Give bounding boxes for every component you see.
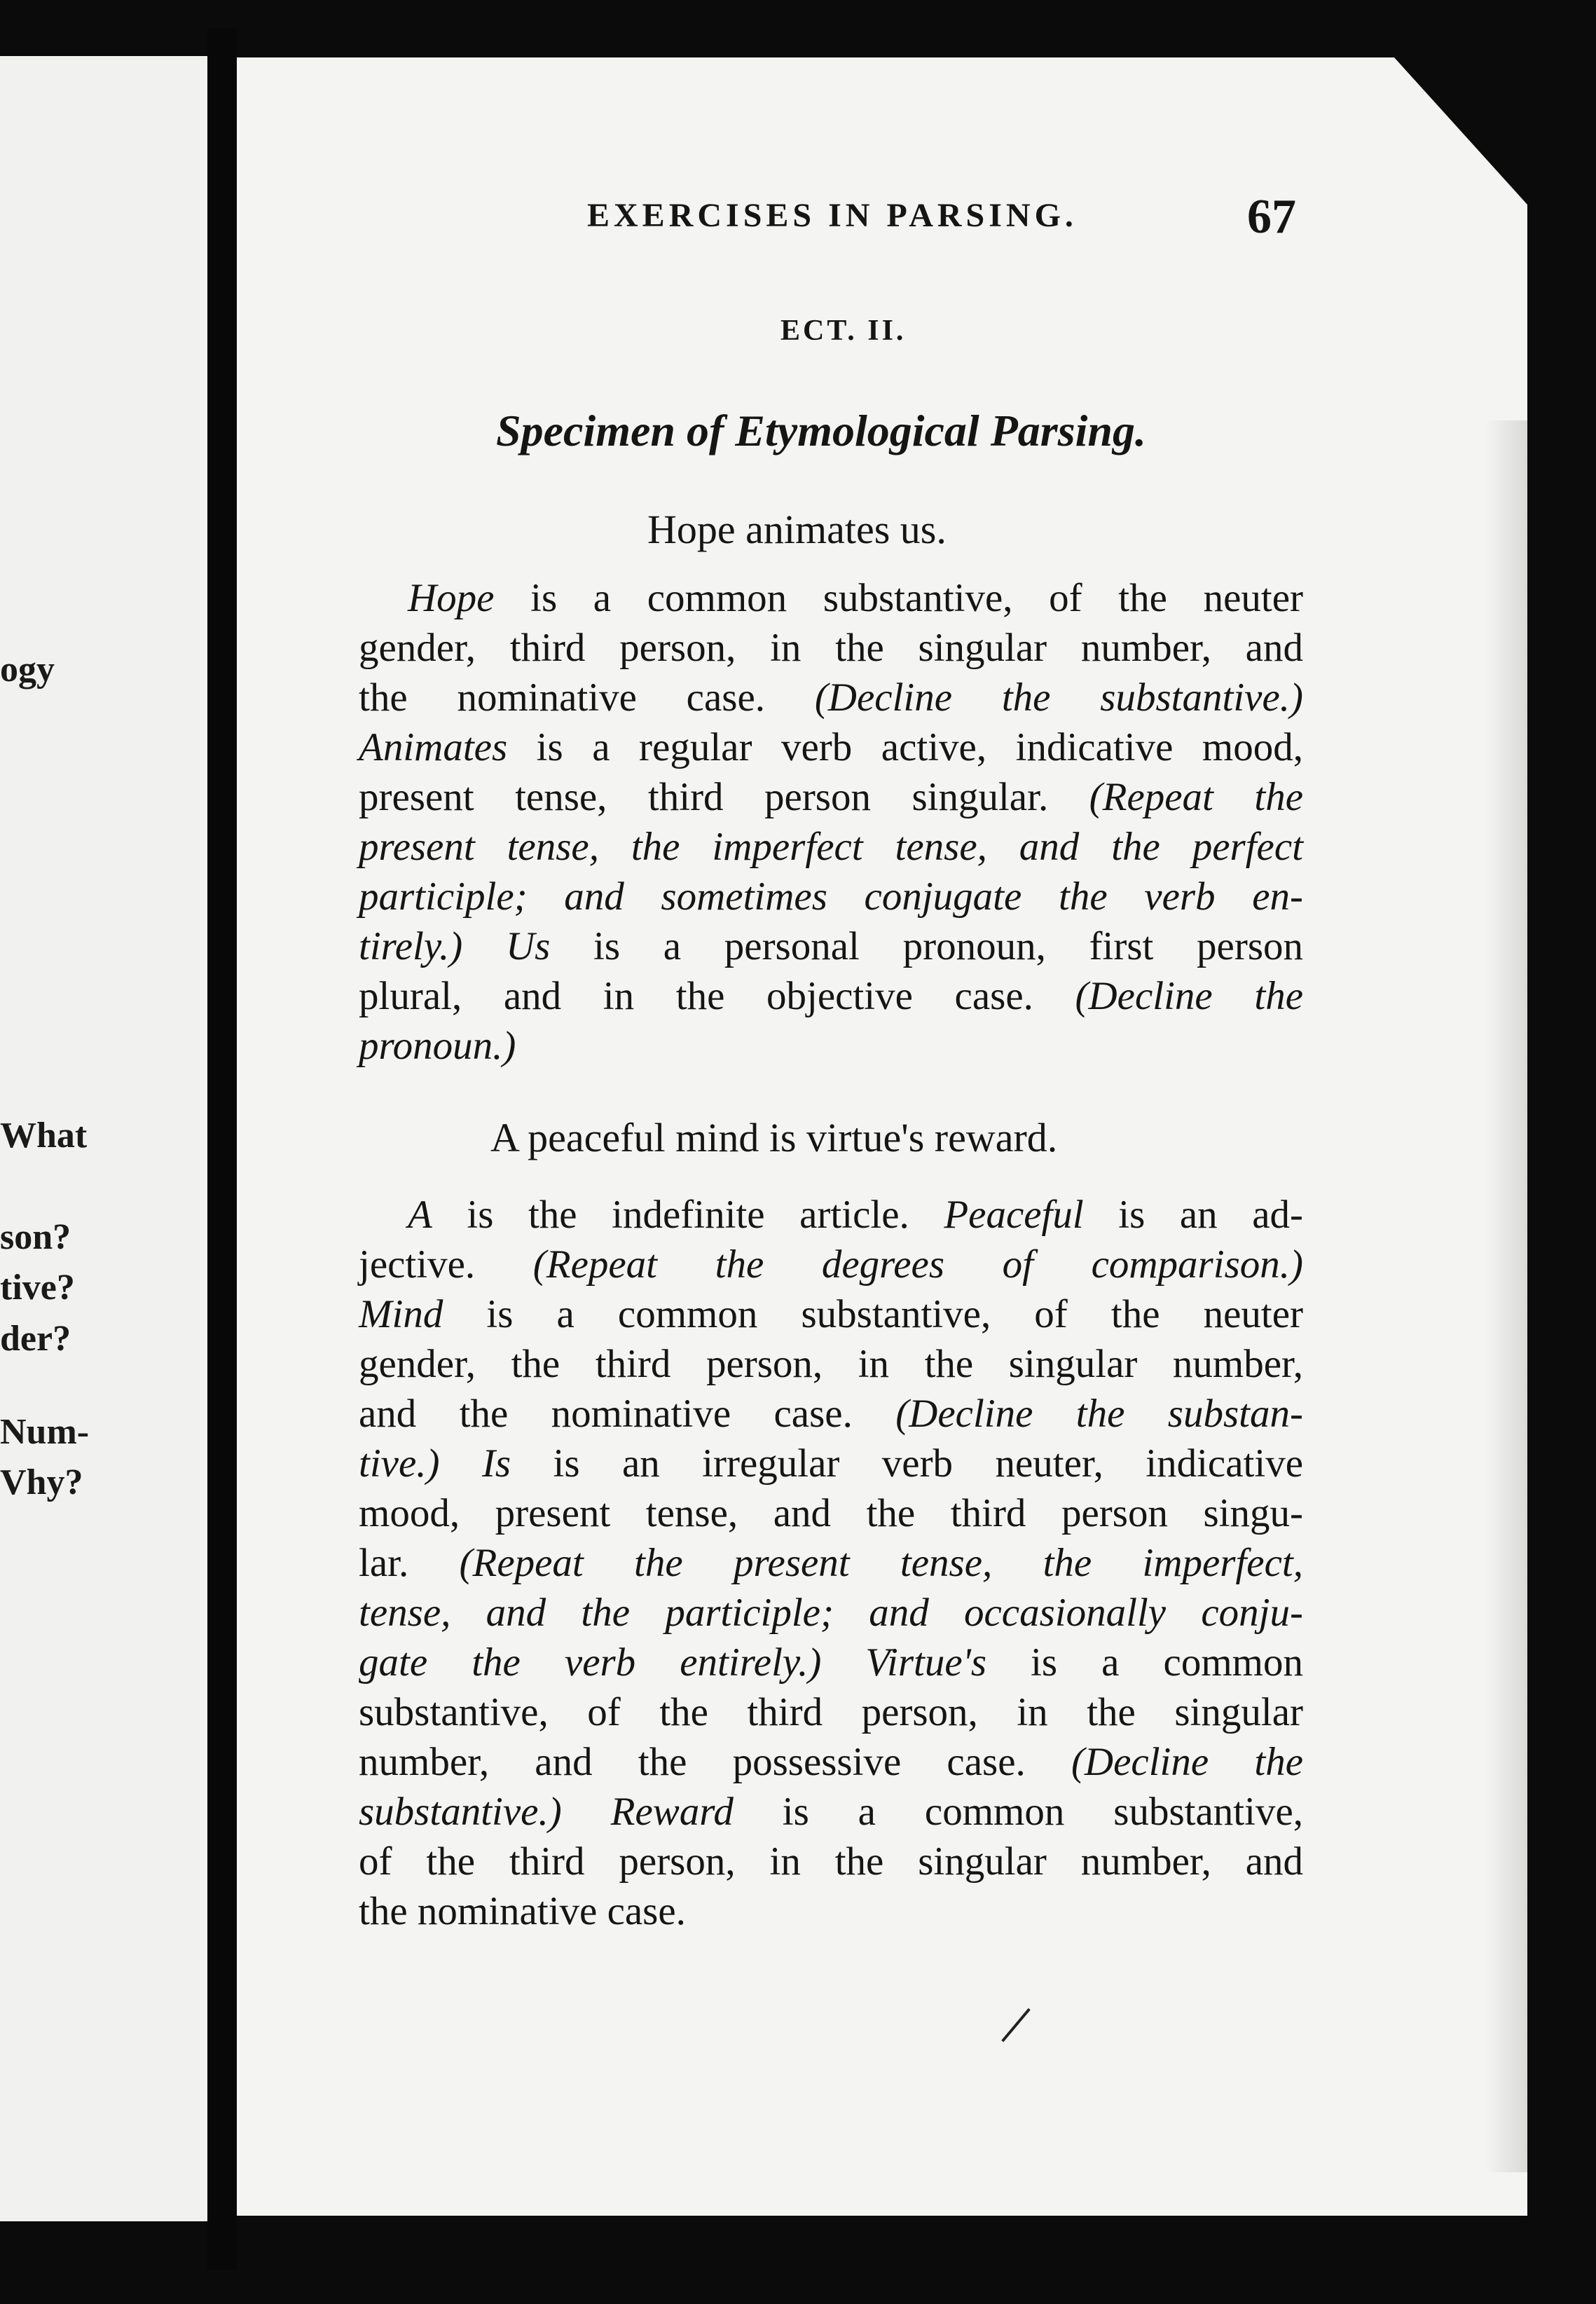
facing-page-fragment xyxy=(0,56,207,2221)
italic-segment: (Decline the xyxy=(1075,974,1303,1018)
text-line xyxy=(359,1739,1303,1786)
text-line xyxy=(359,774,1303,821)
text-line xyxy=(359,1788,1303,1836)
text-line xyxy=(359,1589,1303,1637)
text-segment: gender, third person, in the singular number, and xyxy=(359,626,1303,670)
facing-page-word: What xyxy=(0,1116,88,1156)
page-number: 67 xyxy=(1247,190,1296,244)
italic-segment: gate the verb entirely.) xyxy=(359,1640,822,1685)
italic-segment: Hope xyxy=(408,576,495,620)
italic-segment: Reward xyxy=(610,1790,734,1834)
section-label: ECT. II. xyxy=(780,315,907,347)
text-line xyxy=(359,1291,1303,1338)
italic-segment: (Decline the substan- xyxy=(895,1392,1303,1436)
text-segment: is a common substantive, of the neuter xyxy=(494,576,1303,620)
text-line xyxy=(359,1241,1303,1289)
text-segment: present tense, third person singular. xyxy=(359,775,1089,819)
text-line xyxy=(359,1022,1303,1070)
text-segment: is a personal pronoun, first person xyxy=(550,924,1304,968)
text-line xyxy=(359,1639,1303,1687)
italic-segment: (Repeat the degrees of comparison.) xyxy=(532,1242,1303,1287)
text-segment: gender, the third person, in the singular number, xyxy=(359,1342,1303,1386)
italic-segment: Is xyxy=(481,1441,511,1486)
specimen-title: Specimen of Etymological Parsing. xyxy=(496,406,1146,455)
text-line xyxy=(359,1689,1303,1736)
italic-segment: Peaceful xyxy=(944,1193,1084,1237)
italic-segment: (Decline the xyxy=(1071,1740,1303,1784)
text-line xyxy=(359,1888,1303,1935)
text-line xyxy=(359,973,1303,1020)
book-gutter xyxy=(207,28,237,2270)
example-heading-1: Hope animates us. xyxy=(647,507,947,552)
facing-page-word: ogy xyxy=(0,650,55,690)
italic-segment: tense, and the participle; and occasionally conju- xyxy=(359,1591,1303,1635)
page-edge-shadow xyxy=(1485,420,1527,2172)
text-line xyxy=(359,1340,1303,1388)
text-segment: the nominative case. xyxy=(359,1889,686,1933)
text-segment: lar. xyxy=(359,1541,460,1585)
italic-segment: (Repeat the xyxy=(1089,775,1303,819)
italic-segment: Us xyxy=(505,924,551,968)
italic-segment: Mind xyxy=(359,1292,443,1336)
text-line xyxy=(359,1440,1303,1488)
text-line xyxy=(359,873,1303,921)
text-line xyxy=(359,1838,1303,1886)
text-line xyxy=(408,1191,1303,1239)
facing-page-word: tive? xyxy=(0,1268,75,1308)
text-segment xyxy=(562,1790,611,1834)
example-heading-2: A peaceful mind is virtue's reward. xyxy=(490,1115,1058,1160)
italic-segment: (Decline the substantive.) xyxy=(814,676,1303,720)
facing-page-word: der? xyxy=(0,1319,71,1359)
text-segment: and the nominative case. xyxy=(359,1392,896,1436)
facing-page-word: Num- xyxy=(0,1412,90,1452)
text-line xyxy=(359,923,1303,971)
facing-page-word: son? xyxy=(0,1217,71,1257)
text-segment: is a common substantive, of the neuter xyxy=(443,1292,1303,1336)
text-line xyxy=(359,1540,1303,1587)
text-line xyxy=(359,674,1303,722)
italic-segment: tive.) xyxy=(359,1441,440,1486)
text-segment: substantive, of the third person, in the singular xyxy=(359,1690,1303,1734)
text-segment: plural, and in the objective case. xyxy=(359,974,1075,1018)
text-line xyxy=(408,575,1303,622)
text-line xyxy=(359,724,1303,772)
italic-segment: present tense, the imperfect tense, and the perfect xyxy=(359,825,1303,869)
text-segment: is a regular verb active, indicative mood, xyxy=(507,725,1303,769)
text-segment: is the indefinite article. xyxy=(432,1193,944,1237)
text-segment: is a common substantive, xyxy=(733,1790,1304,1834)
running-head: EXERCISES IN PARSING. xyxy=(587,197,1078,234)
text-segment: jective. xyxy=(359,1242,533,1287)
text-segment: is an irregular verb neuter, indicative xyxy=(511,1441,1304,1486)
text-segment xyxy=(440,1441,482,1486)
text-segment: the nominative case. xyxy=(359,676,815,720)
text-segment xyxy=(462,924,506,968)
italic-segment: (Repeat the present tense, the imperfect, xyxy=(459,1541,1303,1585)
text-segment: mood, present tense, and the third person singu- xyxy=(359,1491,1303,1535)
facing-page-word: Vhy? xyxy=(0,1462,83,1502)
text-line xyxy=(359,1390,1303,1438)
italic-segment: A xyxy=(408,1193,432,1237)
text-segment: is an ad- xyxy=(1083,1193,1304,1237)
text-segment: is a common xyxy=(986,1640,1303,1685)
text-line xyxy=(359,823,1303,871)
italic-segment: Virtue's xyxy=(865,1640,987,1685)
italic-segment: substantive.) xyxy=(359,1790,562,1834)
text-line xyxy=(359,1490,1303,1537)
italic-segment: participle; and sometimes conjugate the verb en- xyxy=(359,875,1303,919)
text-segment: of the third person, in the singular number, and xyxy=(359,1839,1303,1884)
italic-segment: Animates xyxy=(359,725,508,769)
italic-segment: tirely.) xyxy=(359,924,463,968)
text-segment xyxy=(821,1640,865,1685)
italic-segment: pronoun.) xyxy=(359,1024,516,1068)
text-segment: number, and the possessive case. xyxy=(359,1740,1071,1784)
text-line xyxy=(359,624,1303,672)
